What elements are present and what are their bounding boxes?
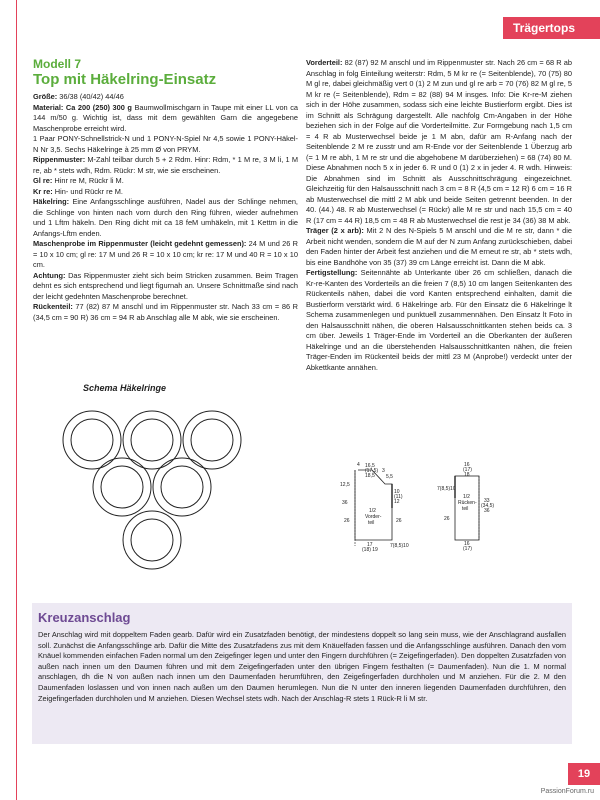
back-left-label: 7(8,5)10 (437, 486, 456, 492)
left-paragraph-label: Kr re: (33, 186, 53, 196)
left-paragraph (33, 103, 298, 135)
front-top-label-5: 3 (382, 468, 385, 474)
ring-3-inner (191, 419, 233, 461)
right-paragraph (306, 226, 572, 268)
left-paragraph-label: Gl re: (33, 176, 53, 185)
back-center-1: 1/2 (463, 494, 470, 500)
left-paragraph-text: Hin- und Rückr re M. (52, 186, 123, 196)
left-paragraph-label: Größe: (33, 92, 58, 101)
back-right-label-3: 36 (484, 508, 490, 514)
ring-4 (93, 458, 151, 516)
front-middle-label-1: 26 (344, 518, 350, 524)
page-edge-line (16, 0, 17, 800)
left-paragraph-text: 24 M und 26 R = 10 x 10 cm; gl re: 17 M und 26 R = 10 x 10 cm; kr re: 17 M und 40 R = 10 x 10 cm. (33, 239, 298, 269)
left-paragraph-text: 77 (82) 87 M anschl und im Rippenmuster str. Nach 33 cm = 86 R (34,5 cm = 90 R) 36 cm = 94 R ab Anschlag alle M abk, wie sie erscheinen. (33, 302, 298, 322)
front-top-label-3: (17,5) (365, 468, 379, 474)
left-paragraph-label: Häkelring: (33, 197, 70, 206)
front-center-3: teil (368, 520, 375, 526)
left-paragraph (33, 155, 298, 176)
right-paragraph-text: Mit 2 N des N-Spiels 5 M anschl und die M re str, dann * die Arbeit nicht wenden, sondern die M auf der N zum Anfang zurückschieben, dabei den Faden hinter der Arbeit fest anziehen und die M erneut re str, ab * stets wdh, bis eine Bandhöhe von 35 (37) 39 cm Länge erreicht ist. Dann die M abk. (306, 226, 572, 267)
left-paragraph (33, 187, 298, 198)
left-paragraph-text: M-Zahl teilbar durch 5 + 2 Rdm. Hinr: Rdm, * 1 M re, 3 M li, 1 M re, ab * stets wdh, Rdm. Rückr: M str, wie sie erscheinen. (33, 155, 298, 175)
right-paragraph-label: Fertigstellung: (306, 268, 358, 277)
back-bottom-2: (17) (463, 546, 472, 552)
back-right-label-1: 33 (484, 498, 490, 504)
ring-5 (153, 458, 211, 516)
page-number: 19 (568, 763, 600, 785)
front-right-label-1: 10 (394, 489, 400, 495)
left-paragraph-label: Rippenmuster: (33, 155, 86, 164)
back-center-3: teil (462, 506, 469, 512)
front-center-2: Vorder- (365, 514, 382, 520)
front-bottom-2: (18) 19 (362, 547, 378, 552)
left-paragraph (33, 92, 298, 103)
ring-2-inner (131, 419, 173, 461)
left-paragraph-label: Material: Ca 200 (250) 300 g (33, 102, 132, 112)
left-paragraph-label: Maschenprobe im Rippenmuster (leicht gedehnt gemessen): (33, 239, 247, 248)
back-middle-label: 26 (444, 516, 450, 522)
crochet-ring-schema (60, 390, 260, 580)
left-paragraph-text: Das Rippenmuster zieht sich beim Stricken zusammen. Beim Tragen dehnt es sich entsprechend und liegt figurnah an. Unsere Schnittmaße sind nach der leicht gedehnten Maschenprobe berechnet. (33, 270, 298, 301)
left-paragraphs (33, 92, 298, 323)
left-paragraph-text: Eine Anfangsschlinge ausführen, Nadel aus der Schlinge nehmen, die Schlinge von hinten nach vorn durch den Ring führen, wieder aufnehmen und 1 Lftm häkeln. Den Ring dicht mit ca 18 feM umhäkeln, mit 1 Kettm in die Anfangs-Lftm enden. (33, 197, 298, 238)
front-bottom-3: 7(8,5)10 (390, 543, 409, 549)
back-top-label-2: (17) (463, 467, 472, 473)
kreuzanschlag-text: Der Anschlag wird mit doppeltem Faden gearb. Dafür wird ein Zusatzfaden benötigt, der mindestens doppelt so lang sein muss, wie der Anschlagrand ausfallen soll. Zunächst die Anfangsschlinge arb. Dafür die Mitte des Zusatzfadens zus mit dem Knäuelfaden fassen und die Anfangsschlinge ausführen. Danach den vom Knäuel kommenden einfachen Faden normal um den Zeigefinger legen und unter den Fingern durchführen (= Zeigefingerfaden). Den doppelten Zusatzfaden von außen nach innen um den Daumen führen und mit dem Zeigefingerfaden unter den übrigen Fingern festhalten (= Daumenfaden). Nun die 1. M normal anschlagen, dh die N von außen nach innen um den Daumenfaden herumführen, den Zeigefingerfaden durchholen und M anziehen. Für die 2. M den Daumenfaden loslassen und von innen nach außen um den Daumen herumlegen. Nun die N unter den inneren liegenden Daumenfaden durchführen, den Zeigefingerfaden durchholen und M anziehen. Diesen Wechsel stets wdh. Nach der Anschlag-R stets 1 Rück-R li M str. (38, 630, 566, 703)
ring-4-inner (101, 466, 143, 508)
ring-6-inner (131, 519, 173, 561)
article-left-column (33, 58, 298, 323)
back-top-label-3: 18 (464, 472, 470, 478)
ring-3 (183, 411, 241, 469)
watermark: PassionForum.ru (540, 788, 594, 795)
article-title: Top mit Häkelring-Einsatz (33, 71, 217, 88)
back-pattern (437, 462, 494, 552)
ring-6 (123, 511, 181, 569)
left-paragraph (33, 197, 298, 239)
pattern-diagrams (310, 462, 500, 552)
left-paragraph-text: Baumwollmischgarn in Taupe mit einer LL von ca 144 m/50 g. Wichtig ist, dass mit dem gewählten Garn die angegebene Maschenprobe erreicht wird. (33, 102, 298, 133)
left-paragraph-label: Achtung: (33, 270, 66, 280)
front-center-1: 1/2 (369, 508, 376, 514)
front-top-label-4: 18,5 (365, 473, 375, 479)
front-top-label-6: 5,5 (386, 474, 393, 480)
back-bottom-1: 16 (464, 541, 470, 547)
back-top-label-1: 16 (464, 462, 470, 468)
front-right-label-2: (11) (394, 494, 403, 500)
left-paragraph (33, 302, 298, 323)
right-paragraph-label: Träger (2 x arb): (306, 226, 364, 235)
article-right-column (306, 58, 572, 373)
left-paragraph (33, 271, 298, 303)
kreuzanschlag-title: Kreuzanschlag (38, 610, 131, 625)
front-middle-label-2: 26 (396, 518, 402, 524)
right-paragraph-label: Vorderteil: (306, 58, 343, 67)
left-paragraph-text: 36/38 (40/42) 44/46 (57, 92, 124, 101)
right-paragraph (306, 268, 572, 373)
front-pattern (340, 462, 409, 552)
modell-label: Modell 7 (33, 57, 82, 71)
front-bottom-1: 17 (367, 542, 373, 548)
left-paragraph (33, 239, 298, 271)
right-paragraph (306, 58, 572, 226)
left-paragraph-label: Rückenteil: (33, 302, 73, 311)
left-paragraph (33, 176, 298, 187)
front-top-label-2: 16,5 (365, 463, 375, 469)
schema-title: Schema Häkelringe (83, 383, 167, 393)
front-side-label-1: 12,5 (340, 482, 350, 488)
back-center-2: Rücken- (458, 500, 477, 506)
right-paragraph-text: Seitennähte ab Unterkante über 26 cm schließen, danach die Kr-re-Kanten des Vorderteils an die freien 7 (8,5) 10 cm langen Seitenkanten des Rückenteils nähen, dabei die vord Kanten entsprechend einhalten, damit die Bustierform verstärkt wird. 6 Häkelringe arb. Für den Einsatz die 6 Häkelringe lt Schema zusammenlegen und punktuell zusammennähen. Den Einsatz lt Foto in den Halsausschnitt nähen, die oberen Halsausschnittkanten stehen beids ca. 3 cm über. Jeweils 1 Träger-Ende im Vorderteil an die Oberkanten der äußeren Häkelringe und an die überstehenden Halsausschnittkanten nähen, die freien Träger-Enden im Rückenteil beids der mittl 23 M (Anprobe!) verdeckt unter der Abkettkante annähen. (306, 268, 572, 372)
section-tab: Trägertops (503, 17, 600, 39)
ring-2 (123, 411, 181, 469)
front-side-label-2: 36 (342, 500, 348, 506)
front-top-label-1: 4 (357, 462, 360, 468)
right-paragraphs (306, 58, 572, 373)
left-paragraph (33, 134, 298, 155)
right-paragraph-text: 82 (87) 92 M anschl und im Rippenmuster str. Nach 26 cm = 68 R ab Anschlag in folg Einteilung weiterstr: Rdm, 5 M kr re (= Seitenblende), 70 (75) 80 M gl re, dabei gleichmäßig vert 0 (1) 2 M zun und gl re arb = 70 (76) 82 M gl re, 5 M kr re (= Seitenblende), Rdm = 82 (88) 94 M insges. Info: Die Kr-re-M ziehen sich in der Höhe zusammen, sodass sich eine leichte Bustierform ergibt. Dies ist im Schnitt als Schrägung dargestellt. Alle nachfolg Cm-Angaben in der Höhe beziehen sich in der Folge auf die Vorderteilmitte. Zur Formgebung nach 1,5 cm = 4 R ab Musterwechsel beide je 1 M abn, dafür am R-Anfang nach der Seitenblende 2 M re zusstr und am R-Ende vor der Seitenblende 1 Überzug arb (= 1 M re abh, 1 M re str und die abgehobene M darüberziehen) = 68 (74) 80 M. Diese Abnahmen noch 5 x in jeder 6. R und 0 (1) 2 x in jeder 4. R wdh. Hinweis: Die Abnahmen sind im Schnitt als Ausschnittschrägung eingezeichnet. Gleichzeitig für den Halsausschnitt nach 3 cm = 8 R (4,5 cm = 12 R) 6 cm = 16 R ab Musterwechsel die mittl 2 M abk und beide Seiten getrennt beenden. In der 40. (44.) 48. R ab Musterwechsel (= Rückr) alle M re str und nach 15,5 cm = 40 R (17 cm = 44 R) 18,5 cm = 48 R ab Musterwechsel die rest je 34 (36) 38 M abk. (306, 58, 572, 225)
ring-1-inner (71, 419, 113, 461)
left-paragraph-text: 1 Paar PONY-Schnellstrick-N und 1 PONY-N-Spiel Nr 4,5 sowie 1 PONY-Häkel-N Nr 3,5. Sechs Häkelringe à 25 mm Ø von PRYM. (33, 134, 298, 154)
left-paragraph-text: Hinr re M, Rückr li M. (52, 176, 124, 185)
ring-5-inner (161, 466, 203, 508)
ring-1 (63, 411, 121, 469)
back-right-label-2: (34,5) (481, 503, 495, 509)
front-right-label-3: 12 (394, 499, 400, 505)
